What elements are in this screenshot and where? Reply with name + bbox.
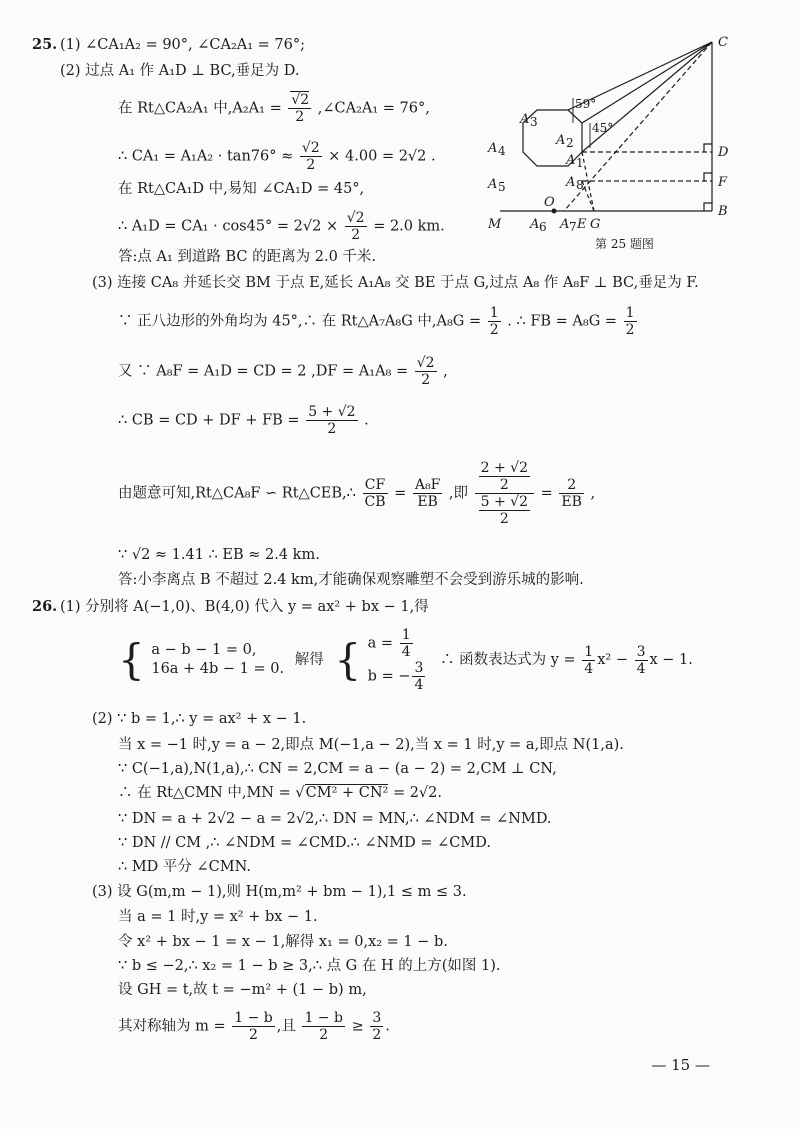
q25-line7: 答:点 A₁ 到道路 BC 的距离为 2.0 千米.	[118, 249, 377, 265]
label-A4: A	[488, 141, 498, 156]
svg-text:8: 8	[576, 178, 584, 192]
angle-45: 45°	[592, 121, 614, 135]
q26-n5: 其对称轴为 m = $\frac{1 - b}{2}$ ,且 $\frac{1 - b}{2}$ ≥ $\frac{3}{2}$ .	[118, 1010, 390, 1044]
label-A8: A	[566, 175, 576, 190]
label-A2: A	[556, 133, 566, 148]
label-A1: A	[566, 153, 576, 168]
label-A3: A	[520, 112, 530, 127]
figure-caption: 第 25 题图	[595, 237, 654, 251]
q25-line3: 在 Rt△CA₂A₁ 中,A₂A₁ = $\frac{√2}{2}$ ,∠CA₂A₁ = 76°,	[118, 92, 430, 126]
page-number: — 15 —	[651, 1056, 710, 1074]
label-D: D	[718, 145, 729, 160]
angle-59: 59°	[575, 97, 597, 111]
q26-m4: ∵ DN = a + 2√2 − a = 2√2,∴ DN = MN,∴ ∠NDM = ∠NMD.	[118, 811, 552, 827]
q26-part2: (2) ∵ b = 1,∴ y = ax² + x − 1.	[92, 711, 307, 727]
q26-m2: ∵ C(−1,a),N(1,a),∴ CN = 2,CM = a − (a − 2) = 2,CM ⊥ CN,	[118, 761, 557, 777]
q26-n3: ∵ b ≤ −2,∴ x₂ = 1 − b ≥ 3,∴ 点 G 在 H 的上方(如图 1).	[118, 958, 501, 974]
q25-number: 25.	[32, 36, 58, 53]
svg-text:7: 7	[569, 220, 577, 234]
svg-text:2: 2	[566, 136, 574, 150]
q25-part2: (2) 过点 A₁ 作 A₁D ⊥ BC,垂足为 D.	[60, 63, 300, 79]
svg-text:3: 3	[530, 115, 538, 129]
q26-m3: ∴ 在 Rt△CMN 中,MN = √CM² + CN² = 2√2.	[118, 785, 443, 801]
label-F: F	[718, 175, 728, 190]
svg-text:4: 4	[498, 144, 506, 158]
q25-line5: 在 Rt△CA₁D 中,易知 ∠CA₁D = 45°,	[118, 181, 365, 197]
label-B: B	[718, 204, 728, 219]
label-M: M	[488, 217, 502, 232]
q26-system: { a − b − 1 = 0, 16a + 4b − 1 = 0. 解得 { a = $\frac{1}{4}$ b = − $\frac{3}{4}$ ∴ 函数表达式为 y = $\frac{1}{4}$ x² − $\frac{3}{4}$ x − 1.	[118, 627, 693, 694]
q26-m6: ∴ MD 平分 ∠CMN.	[118, 859, 251, 875]
svg-text:6: 6	[539, 220, 547, 234]
label-C: C	[718, 35, 728, 50]
q25-line14: 答:小李离点 B 不超过 2.4 km,才能确保观察雕塑不会受到游乐城的影响.	[118, 572, 584, 588]
q25-line13: ∵ √2 ≈ 1.41 ∴ EB ≈ 2.4 km.	[118, 547, 320, 563]
q26-part3: (3) 设 G(m,m − 1),则 H(m,m² + bm − 1),1 ≤ m ≤ 3.	[92, 884, 467, 900]
q26-number: 26.	[32, 598, 58, 615]
q26-m1: 当 x = −1 时,y = a − 2,即点 M(−1,a − 2),当 x = 1 时,y = a,即点 N(1,a).	[118, 737, 624, 753]
svg-text:1: 1	[576, 156, 584, 170]
q25-line11: ∴ CB = CD + DF + FB = $\frac{5 + √2}{2}$ .	[118, 404, 369, 438]
label-E: E	[577, 217, 587, 232]
q25-part3: (3) 连接 CA₈ 并延长交 BM 于点 E,延长 A₁A₈ 交 BE 于点 G,过点 A₈ 作 A₈F ⊥ BC,垂足为 F.	[92, 275, 699, 291]
q25-line9: ∵ 正八边形的外角均为 45°,∴ 在 Rt△A₇A₈G 中,A₈G = $\frac{1}{2}$ . ∴ FB = A₈G = $\frac{1}{2}$	[118, 305, 635, 339]
label-A6: A	[530, 217, 540, 232]
q25-line4: ∴ CA₁ = A₁A₂ · tan76° ≈ $\frac{√2}{2}$ × 4.00 = 2√2 .	[118, 140, 436, 174]
label-A7: A	[560, 217, 570, 232]
q25-part1: (1) ∠CA₁A₂ = 90°, ∠CA₂A₁ = 76°;	[60, 37, 306, 53]
label-O: O	[544, 195, 555, 210]
q26-n4: 设 GH = t,故 t = −m² + (1 − b) m,	[118, 982, 367, 998]
q26-m5: ∵ DN // CM ,∴ ∠NDM = ∠CMD.∴ ∠NMD = ∠CMD.	[118, 835, 491, 851]
q25-line10: 又 ∵ A₈F = A₁D = CD = 2 ,DF = A₁A₈ = $\frac{√2}{2}$ ,	[118, 355, 448, 389]
figure-25	[480, 28, 740, 253]
q25-line12: 由题意可知,Rt△CA₈F ∽ Rt△CEB,∴ $\frac{CF}{CB}$ = $\frac{\text{A₈F}}{EB}$ ,即 $\frac{\frac{2 + √2}{2}}{\frac{5 + √2}{2}}$ = $\frac{2}{EB}$ ,	[118, 460, 596, 528]
q26-n2: 令 x² + bx − 1 = x − 1,解得 x₁ = 0,x₂ = 1 − b.	[118, 934, 448, 950]
svg-text:5: 5	[498, 180, 506, 194]
label-A5: A	[488, 177, 498, 192]
q26-part1: (1) 分别将 A(−1,0)、B(4,0) 代入 y = ax² + bx − 1,得	[60, 599, 429, 615]
label-G: G	[590, 217, 601, 232]
q26-n1: 当 a = 1 时,y = x² + bx − 1.	[118, 909, 318, 925]
q25-line6: ∴ A₁D = CA₁ · cos45° = 2√2 × $\frac{√2}{2}$ = 2.0 km.	[118, 210, 445, 244]
